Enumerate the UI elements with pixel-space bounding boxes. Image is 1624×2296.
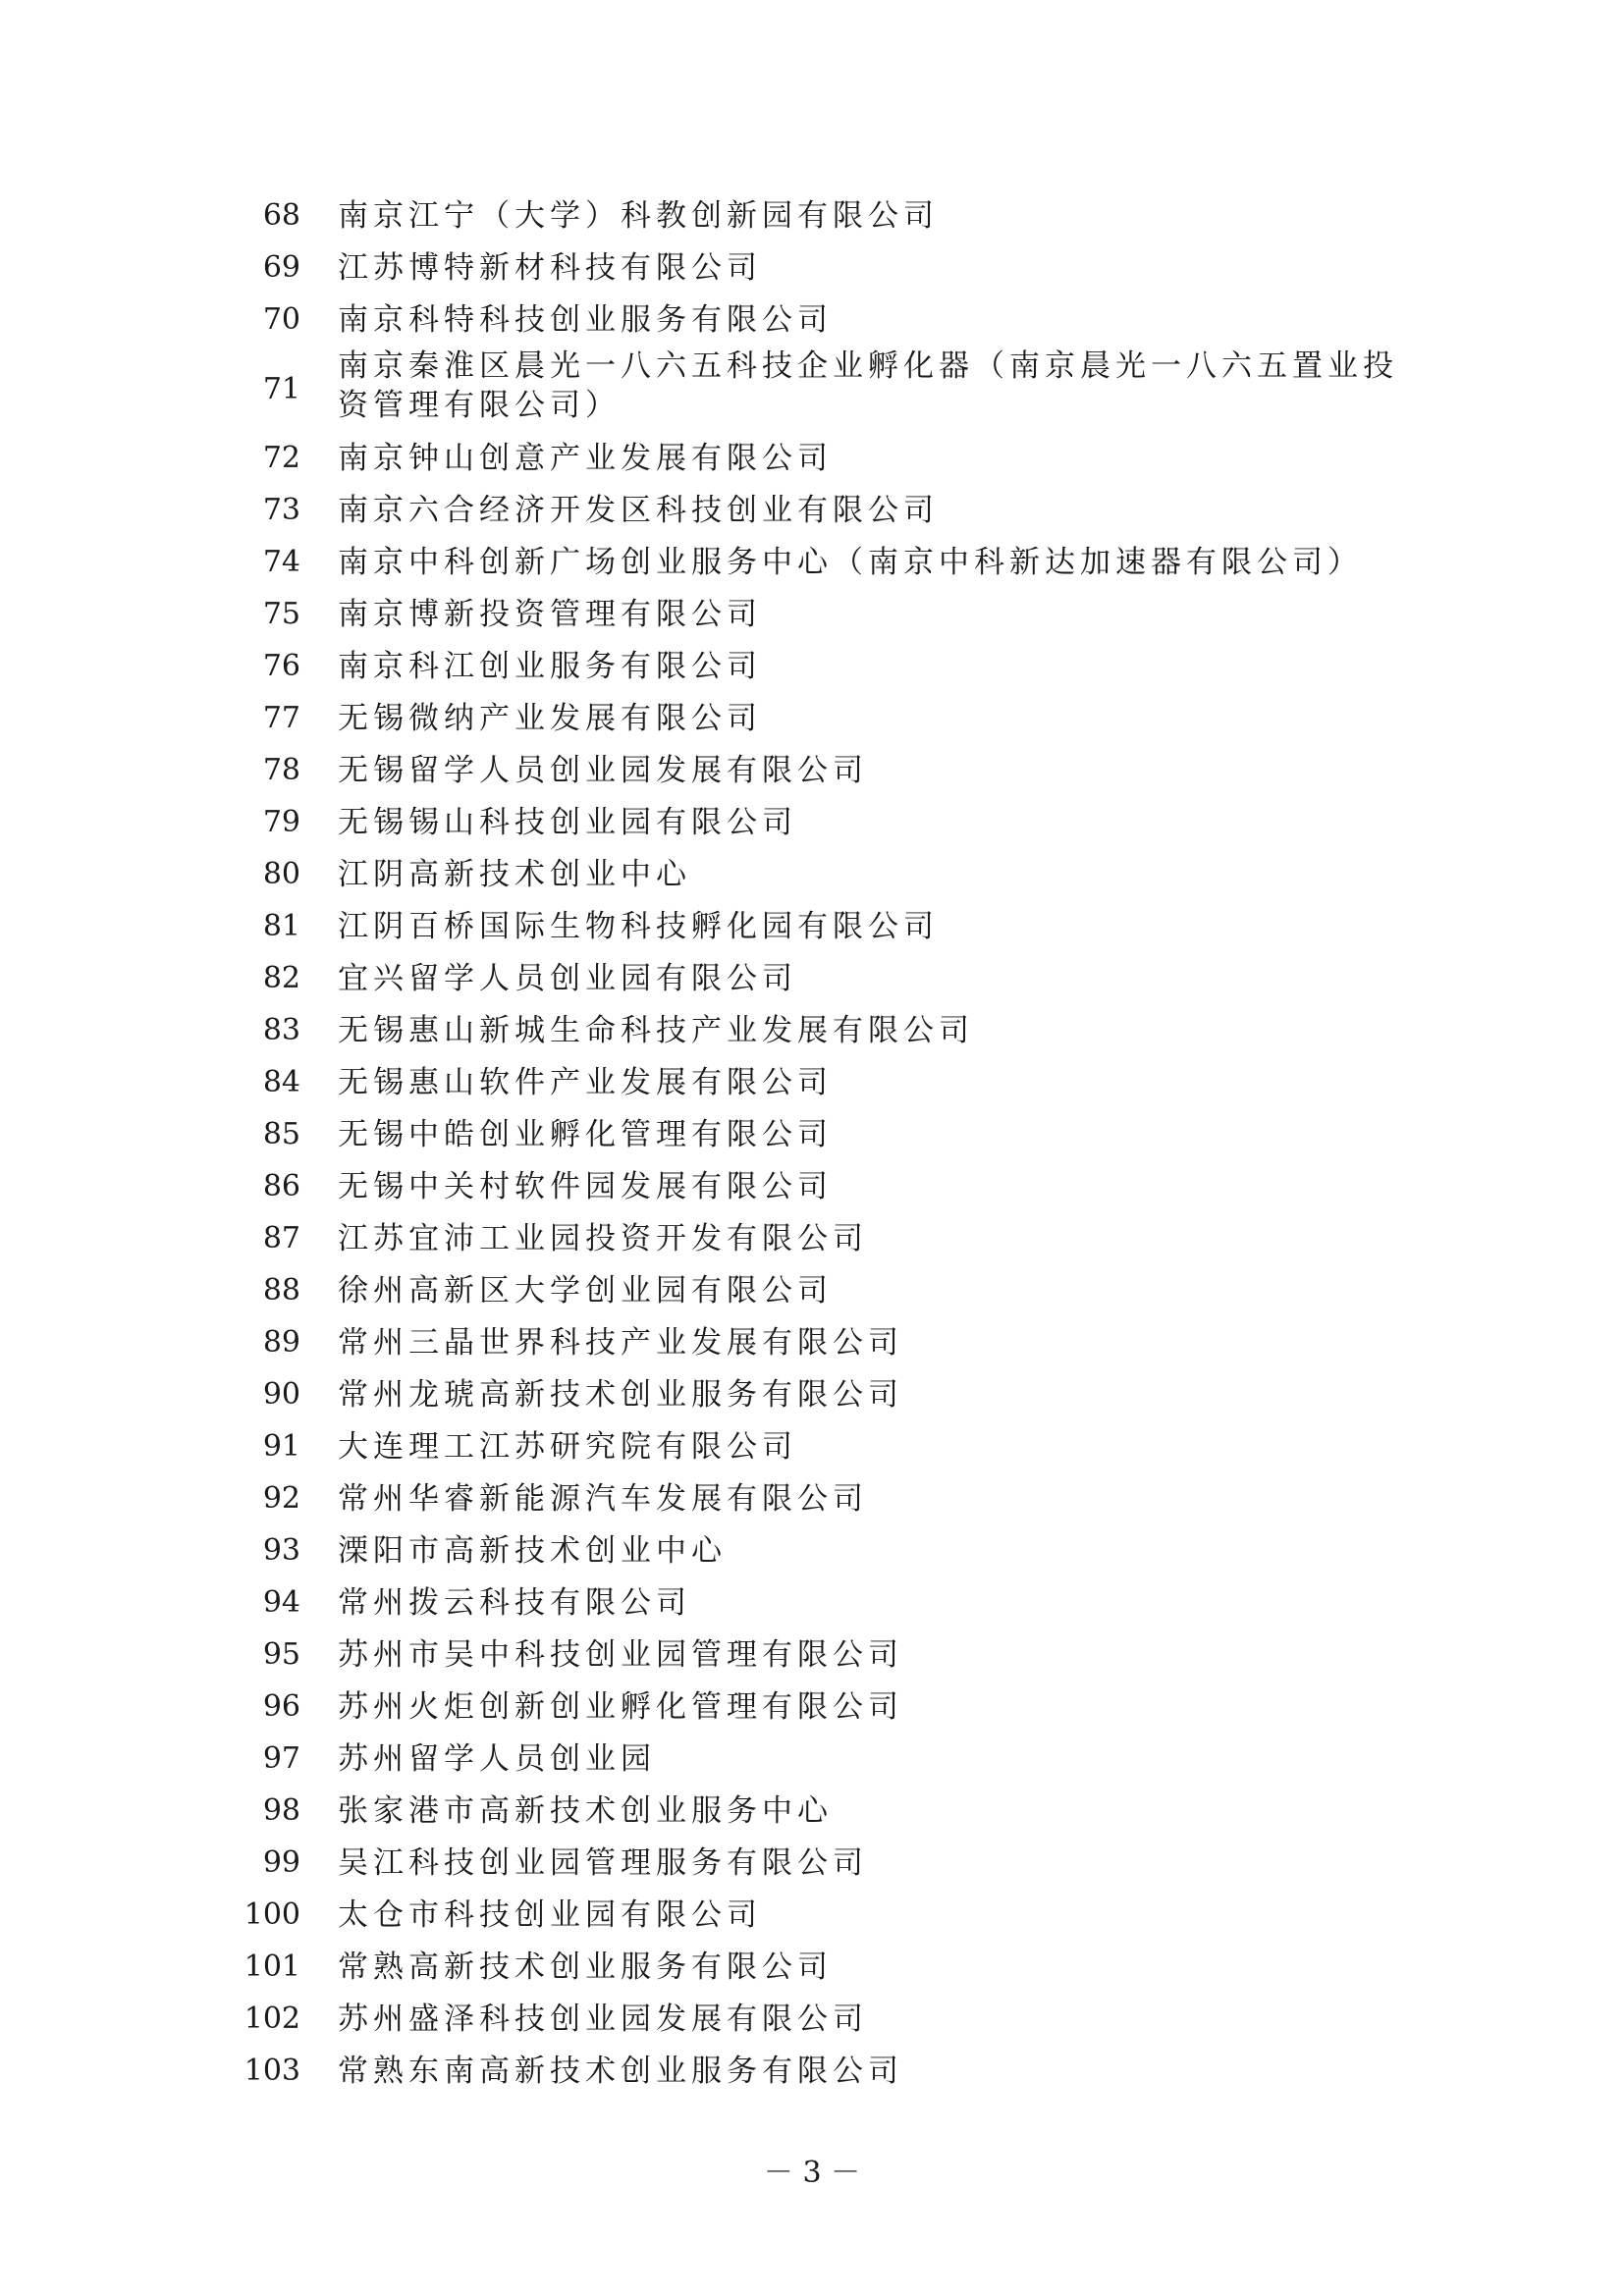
list-item bbox=[0, 294, 1624, 347]
item-name: 常熟高新技术创业服务有限公司 bbox=[338, 1949, 833, 1985]
item-number: 89 bbox=[262, 1325, 300, 1360]
item-name: 南京江宁（大学）科教创新园有限公司 bbox=[338, 198, 939, 234]
list-item bbox=[0, 537, 1624, 589]
item-name: 无锡留学人员创业园发展有限公司 bbox=[338, 753, 868, 788]
item-number: 72 bbox=[262, 441, 300, 475]
item-name: 无锡惠山新城生命科技产业发展有限公司 bbox=[338, 1013, 974, 1048]
item-name: 苏州盛泽科技创业园发展有限公司 bbox=[338, 2002, 868, 2037]
item-number: 76 bbox=[262, 649, 300, 683]
item-number: 77 bbox=[262, 701, 300, 735]
item-name: 无锡锡山科技创业园有限公司 bbox=[338, 805, 797, 840]
item-number: 80 bbox=[262, 857, 300, 891]
item-number: 94 bbox=[262, 1585, 300, 1620]
item-number: 86 bbox=[262, 1169, 300, 1203]
list-item bbox=[0, 1369, 1624, 1421]
item-number: 90 bbox=[262, 1377, 300, 1412]
list-item bbox=[0, 953, 1624, 1005]
page-number: － 3 － bbox=[763, 2156, 861, 2190]
list-item bbox=[0, 797, 1624, 849]
item-number: 95 bbox=[262, 1637, 300, 1672]
item-name: 江阴高新技术创业中心 bbox=[338, 857, 691, 892]
item-number: 84 bbox=[262, 1065, 300, 1099]
item-number: 70 bbox=[262, 302, 300, 337]
list-item bbox=[0, 1682, 1624, 1734]
list-item bbox=[0, 347, 1624, 433]
list-item bbox=[0, 2046, 1624, 2098]
list-item bbox=[0, 1421, 1624, 1473]
item-number: 100 bbox=[244, 1897, 300, 1932]
list-item bbox=[0, 1890, 1624, 1942]
item-name: 无锡微纳产业发展有限公司 bbox=[338, 701, 762, 736]
list-item bbox=[0, 1838, 1624, 1890]
list-item bbox=[0, 485, 1624, 537]
item-number: 97 bbox=[262, 1741, 300, 1776]
list-item bbox=[0, 1161, 1624, 1213]
item-name: 苏州留学人员创业园 bbox=[338, 1741, 656, 1777]
list-item bbox=[0, 1317, 1624, 1369]
list-item bbox=[0, 1994, 1624, 2046]
item-number: 74 bbox=[262, 545, 300, 579]
item-name: 太仓市科技创业园有限公司 bbox=[338, 1897, 762, 1933]
list-item bbox=[0, 901, 1624, 953]
item-name: 苏州火炬创新创业孵化管理有限公司 bbox=[338, 1689, 903, 1725]
item-name: 南京秦淮区晨光一八六五科技企业孵化器（南京晨光一八六五置业投资管理有限公司） bbox=[338, 348, 1398, 423]
item-name: 无锡中关村软件园发展有限公司 bbox=[338, 1169, 833, 1204]
item-name: 吴江科技创业园管理服务有限公司 bbox=[338, 1845, 868, 1881]
item-number: 79 bbox=[262, 805, 300, 839]
item-number: 83 bbox=[262, 1013, 300, 1047]
item-number: 103 bbox=[244, 2054, 300, 2088]
list-item bbox=[0, 1734, 1624, 1786]
list-item bbox=[0, 849, 1624, 901]
list-item bbox=[0, 1942, 1624, 1994]
item-number: 81 bbox=[262, 909, 300, 943]
item-name: 南京博新投资管理有限公司 bbox=[338, 597, 762, 632]
item-name: 大连理工江苏研究院有限公司 bbox=[338, 1429, 797, 1465]
item-number: 101 bbox=[244, 1949, 300, 1984]
item-name: 徐州高新区大学创业园有限公司 bbox=[338, 1273, 833, 1308]
item-name: 常州拨云科技有限公司 bbox=[338, 1585, 691, 1621]
list-item bbox=[0, 1629, 1624, 1682]
item-number: 75 bbox=[262, 597, 300, 631]
item-number: 88 bbox=[262, 1273, 300, 1308]
item-number: 73 bbox=[262, 493, 300, 527]
item-name: 张家港市高新技术创业服务中心 bbox=[338, 1793, 833, 1829]
item-name: 南京六合经济开发区科技创业有限公司 bbox=[338, 493, 939, 528]
list-item bbox=[0, 1109, 1624, 1161]
item-name: 江阴百桥国际生物科技孵化园有限公司 bbox=[338, 909, 939, 944]
list-item bbox=[0, 1786, 1624, 1838]
item-name: 江苏宜沛工业园投资开发有限公司 bbox=[338, 1221, 868, 1256]
list-item bbox=[0, 641, 1624, 693]
item-name: 宜兴留学人员创业园有限公司 bbox=[338, 961, 797, 996]
list-item bbox=[0, 1213, 1624, 1265]
list-item bbox=[0, 433, 1624, 485]
item-number: 82 bbox=[262, 961, 300, 995]
item-number: 102 bbox=[244, 2002, 300, 2036]
item-number: 93 bbox=[262, 1533, 300, 1568]
item-name: 南京中科创新广场创业服务中心（南京中科新达加速器有限公司） bbox=[338, 545, 1363, 580]
list-item bbox=[0, 1005, 1624, 1057]
item-name: 南京科江创业服务有限公司 bbox=[338, 649, 762, 684]
item-name: 无锡中皓创业孵化管理有限公司 bbox=[338, 1117, 833, 1152]
item-number: 78 bbox=[262, 753, 300, 787]
list-item bbox=[0, 1057, 1624, 1109]
item-name: 南京科特科技创业服务有限公司 bbox=[338, 302, 833, 338]
item-number: 85 bbox=[262, 1117, 300, 1151]
list-item bbox=[0, 589, 1624, 641]
item-number: 98 bbox=[262, 1793, 300, 1828]
item-number: 69 bbox=[262, 250, 300, 285]
list-item bbox=[0, 1265, 1624, 1317]
incubator-list bbox=[0, 190, 1624, 2098]
item-number: 68 bbox=[262, 198, 300, 233]
list-item bbox=[0, 693, 1624, 745]
item-name: 苏州市吴中科技创业园管理有限公司 bbox=[338, 1637, 903, 1673]
item-number: 92 bbox=[262, 1481, 300, 1516]
item-name: 无锡惠山软件产业发展有限公司 bbox=[338, 1065, 833, 1100]
item-number: 71 bbox=[262, 372, 300, 406]
item-name: 常州三晶世界科技产业发展有限公司 bbox=[338, 1325, 903, 1361]
list-item bbox=[0, 1525, 1624, 1577]
list-item bbox=[0, 1577, 1624, 1629]
list-item bbox=[0, 1473, 1624, 1525]
item-number: 99 bbox=[262, 1845, 300, 1880]
item-name: 常州华睿新能源汽车发展有限公司 bbox=[338, 1481, 868, 1517]
item-name: 南京钟山创意产业发展有限公司 bbox=[338, 441, 833, 476]
list-item bbox=[0, 242, 1624, 294]
list-item bbox=[0, 190, 1624, 242]
item-name: 江苏博特新材科技有限公司 bbox=[338, 250, 762, 286]
list-item bbox=[0, 745, 1624, 797]
item-name: 溧阳市高新技术创业中心 bbox=[338, 1533, 727, 1569]
item-number: 87 bbox=[262, 1221, 300, 1255]
item-name: 常熟东南高新技术创业服务有限公司 bbox=[338, 2054, 903, 2089]
item-number: 96 bbox=[262, 1689, 300, 1724]
item-number: 91 bbox=[262, 1429, 300, 1464]
item-name: 常州龙琥高新技术创业服务有限公司 bbox=[338, 1377, 903, 1413]
